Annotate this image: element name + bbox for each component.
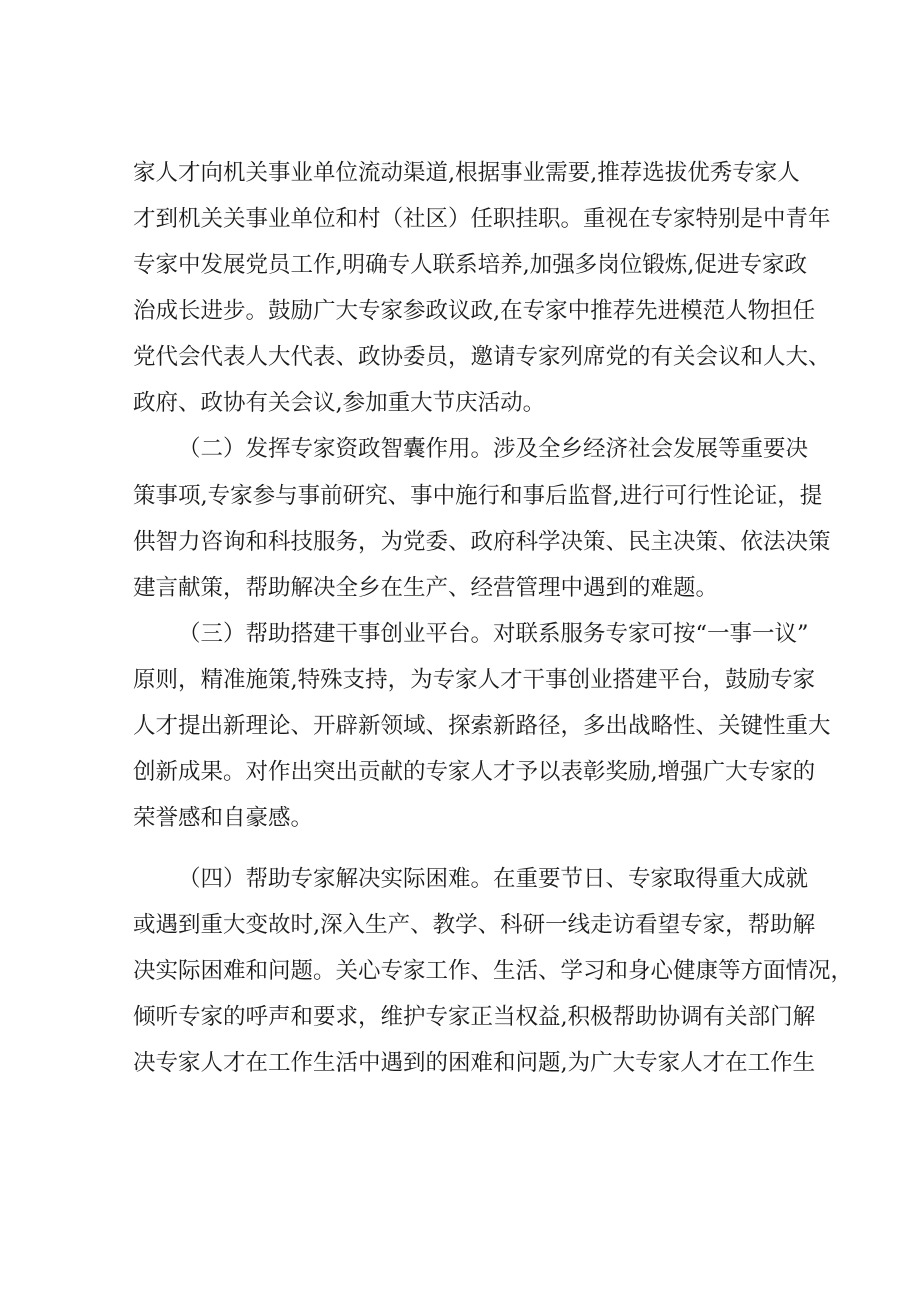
text-line: 或遇到重大变故时,深入生产、教学、科研一线走访看望专家，帮助解 (133, 912, 816, 938)
text-line: 原则，精准施策,特殊支持，为专家人才干事创业搭建平台，鼓励专家 (133, 667, 816, 693)
text-line: （二）发挥专家资政智囊作用。涉及全乡经济社会发展等重要决 (178, 436, 809, 462)
text-line: 策事项,专家参与事前研究、事中施行和事后监督,进行可行性论证，提 (133, 483, 823, 509)
text-line: 建言献策，帮助解决全乡在生产、经营管理中遇到的难题。 (133, 575, 719, 601)
text-line: 供智力咨询和科技服务，为党委、政府科学决策、民主决策、依法决策 (133, 529, 831, 555)
text-line: （三）帮助搭建干事创业平台。对联系服务专家可按“一事一议” (178, 621, 809, 647)
text-line: 党代会代表人大代表、政协委员，邀请专家列席党的有关会议和人大、 (133, 344, 831, 370)
text-line: 人才提出新理论、开辟新领域、探索新路径，多出战略性、关键性重大 (133, 713, 831, 739)
text-line: （四）帮助专家解决实际困难。在重要节日、专家取得重大成就 (178, 866, 809, 892)
text-line: 决实际困难和问题。关心专家工作、生活、学习和身心健康等方面情况， (133, 958, 854, 984)
text-line: 倾听专家的呼声和要求，维护专家正当权益,积极帮助协调有关部门解 (133, 1004, 816, 1030)
text-line: 治成长进步。鼓励广大专家参政议政,在专家中推荐先进模范人物担任 (133, 298, 816, 324)
text-line: 荣誉感和自豪感。 (133, 805, 314, 831)
text-line: 政府、政协有关会议,参加重大节庆活动。 (133, 390, 546, 416)
text-line: 专家中发展党员工作,明确专人联系培养,加强多岗位锻炼,促进专家政 (133, 252, 807, 278)
text-line: 家人才向机关事业单位流动渠道,根据事业需要,推荐选拔优秀专家人 (133, 160, 800, 186)
text-line: 创新成果。对作出突出贡献的专家人才予以表彰奖励,增强广大专家的 (133, 759, 816, 785)
text-line: 决专家人才在工作生活中遇到的困难和问题,为广大专家人才在工作生 (133, 1050, 816, 1076)
text-line: 才到机关关事业单位和村（社区）任职挂职。重视在专家特别是中青年 (133, 206, 831, 232)
